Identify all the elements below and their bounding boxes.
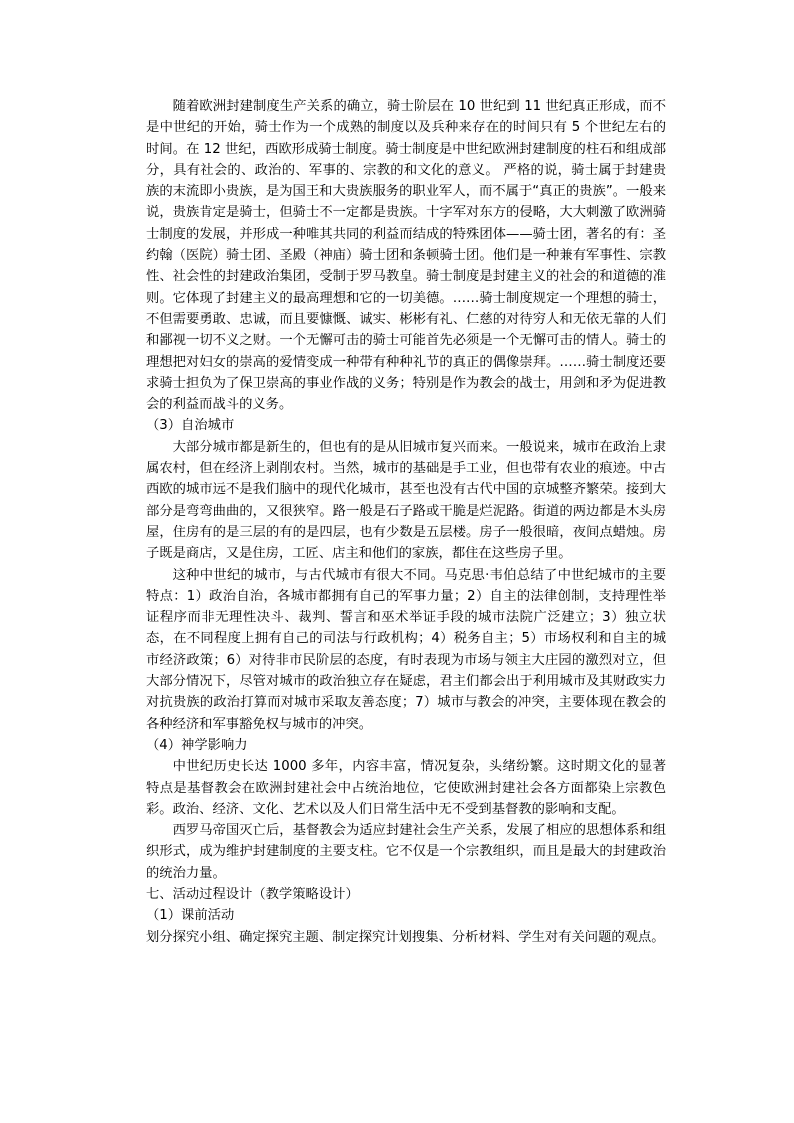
paragraph-pre-class-steps: 划分探究小组、确定探究主题、制定探究计划搜集、分析材料、学生对有关问题的观点。 [146, 929, 665, 945]
heading-activity-design: 七、活动过程设计（教学策略设计） [146, 886, 359, 902]
paragraph-knights: 随着欧洲封建制度生产关系的确立，骑士阶层在 10 世纪到 11 世纪真正形成，而不是中世纪的开始，骑士作为一个成熟的制度以及兵种来存在的时间只有 5 个世纪左右的时间。在 12 世纪，西欧形成骑士制度。骑士制度是中世纪欧洲封建制度的柱石和组成部分，具有社会的、政治的、军事的、宗教的和文化的意义。 严格的说，骑士属于封建贵族的末流即小贵族，是为国王和大贵族服务的职业军人，而不属于“真正的贵族”。一般来说，贵族肯定是骑士，但骑士不一定都是贵族。十字军对东方的侵略，大大刺激了欧洲骑士制度的发展，并形成一种唯其共同的利益而结成的特殊团体——骑士团，著名的有：圣约翰（医院）骑士团、圣殿（神庙）骑士团和条顿骑士团。他们是一种兼有军事性、宗教性、社会性的封建政治集团，受制于罗马教皇。骑士制度是封建主义的社会的和道德的准则。它体现了封建主义的最高理想和它的一切美德。……骑士制度规定一个理想的骑士，不但需要勇敢、忠诚，而且要慷慨、诚实、彬彬有礼、仁慈的对待穷人和无依无靠的人们和鄙视一切不义之财。一个无懈可击的骑士可能首先必须是一个无懈可击的情人。骑士的理想把对妇女的崇高的爱情变成一种带有种种礼节的真正的偶像崇拜。……骑士制度还要求骑士担负为了保卫崇高的事业作战的义务；特别是作为教会的战士，用剑和矛为促进教会的利益而战斗的义务。 [146, 99, 666, 413]
heading-pre-class-activity: （1）课前活动 [146, 908, 235, 924]
heading-theology-influence: （4）神学影响力 [146, 737, 248, 753]
paragraph-cities-description: 大部分城市都是新生的，但也有的是从旧城市复兴而来。一般说来，城市在政治上隶属农村，但在经济上剥削农村。当然，城市的基础是手工业，但也带有农业的痕迹。中古西欧的城市远不是我们脑中的现代化城市，甚至也没有古代中国的京城整齐繁荣。接到大部分是弯弯曲曲的，又很狭窄。路一般是石子路或干脆是烂泥路。街道的两边都是木头房屋，住房有的是三层的有的是四层，也有少数是五层楼。房子一般很暗，夜间点蜡烛。房子既是商店，又是住房，工匠、店主和他们的家族，都住在这些房子里。 [146, 439, 666, 562]
paragraph-cities-features: 这种中世纪的城市，与古代城市有很大不同。马克思·韦伯总结了中世纪城市的主要特点：1）政治自治，各城市都拥有自己的军事力量；2）自主的法律创制，支持理性举证程序而非无理性决斗、裁判、誓言和巫术举证手段的城市法院广泛建立；3）独立状态，在不同程度上拥有自己的司法与行政机构；4）税务自主；5）市场权利和自主的城市经济政策；6）对待非市民阶层的态度，有时表现为市场与领主大庄园的激烈对立，但大部分情况下，尽管对城市的政治独立存在疑虑，君主们都会出于利用城市及其财政实力对抗贵族的政治打算而对城市采取友善态度；7）城市与教会的冲突，主要体现在教会的各种经济和军事豁免权与城市的冲突。 [146, 567, 666, 732]
heading-autonomous-cities: （3）自治城市 [146, 418, 235, 434]
paragraph-church-role: 西罗马帝国灭亡后，基督教会为适应封建社会生产关系，发展了相应的思想体系和组织形式，成为维护封建制度的主要支柱。它不仅是一个宗教组织，而且是最大的封建政治的统治力量。 [146, 823, 666, 881]
paragraph-middle-ages-culture: 中世纪历史长达 1000 多年，内容丰富，情况复杂，头绪纷繁。这时期文化的显著特点是基督教会在欧洲封建社会中占统治地位，它使欧洲封建社会各方面都染上宗教色彩。政治、经济、文化、艺术以及人们日常生活中无不受到基督教的影响和支配。 [146, 759, 666, 817]
document-page [146, 96, 666, 948]
